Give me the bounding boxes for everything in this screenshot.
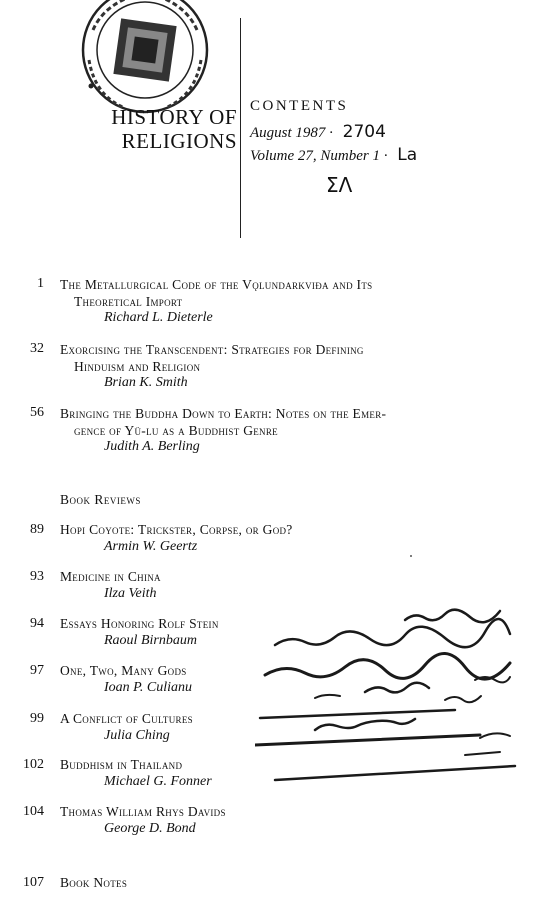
journal-title-line1: HISTORY OF: [111, 105, 237, 129]
review-author: Ilza Veith: [104, 586, 157, 601]
journal-title-line2: RELIGIONS: [121, 129, 237, 153]
review-author: George D. Bond: [104, 821, 196, 836]
review-title: A Conflict of Cultures: [60, 711, 193, 726]
handwritten-mark: La: [397, 145, 418, 165]
volume-issue-line: Volume 27, Number 1 · La: [250, 145, 418, 165]
article-title: [60, 405, 470, 439]
review-page-number: 104: [23, 804, 44, 819]
volume-issue: Volume 27, Number 1: [250, 148, 380, 164]
issue-date-line: August 1987 · 2704: [250, 122, 386, 142]
review-page-number: 99: [30, 711, 44, 726]
article-author: Judith A. Berling: [104, 439, 200, 454]
article-page-number: 32: [30, 341, 44, 356]
article-title-line2: gence of Yü-lu as a Buddhist Genre: [74, 423, 278, 438]
article-title-line2: Hinduism and Religion: [74, 359, 201, 374]
journal-title: [72, 105, 237, 153]
handwritten-code: ΣΛ: [326, 173, 353, 197]
review-author: Michael G. Fonner: [104, 774, 212, 789]
book-notes-page-number: 107: [23, 875, 44, 890]
article-author: Brian K. Smith: [104, 375, 188, 390]
review-page-number: 94: [30, 616, 44, 631]
review-title: One, Two, Many Gods: [60, 663, 187, 678]
article-title-line2: Theoretical Import: [74, 294, 183, 309]
library-seal-stamp: [55, 0, 235, 120]
article-page-number: 56: [30, 405, 44, 420]
review-author: Julia Ching: [104, 728, 170, 743]
article-title-line1: The Metallurgical Code of the Vǫlundarkviða and Its: [60, 277, 373, 292]
review-title: Medicine in China: [60, 569, 161, 584]
article-title-line1: Bringing the Buddha Down to Earth: Notes on the Emer-: [60, 406, 387, 421]
review-title: Hopi Coyote: Trickster, Corpse, or God?: [60, 522, 293, 537]
article-title: [60, 276, 470, 310]
article-author: Richard L. Dieterle: [104, 310, 213, 325]
review-title: Essays Honoring Rolf Stein: [60, 616, 219, 631]
handwritten-number: 2704: [342, 122, 386, 142]
review-title: Thomas William Rhys Davids: [60, 804, 226, 819]
review-author: Raoul Birnbaum: [104, 633, 197, 648]
review-page-number: 89: [30, 522, 44, 537]
review-author: Armin W. Geertz: [104, 539, 198, 554]
header-divider: [240, 18, 241, 238]
article-title-line1: Exorcising the Transcendent: Strategies for Defining: [60, 342, 364, 357]
speck-mark: [410, 555, 412, 557]
review-page-number: 102: [23, 757, 44, 772]
review-page-number: 93: [30, 569, 44, 584]
article-title: [60, 341, 470, 375]
book-reviews-heading: Book Reviews: [60, 492, 141, 507]
review-page-number: 97: [30, 663, 44, 678]
registration-stamp: [255, 570, 525, 785]
contents-label: CONTENTS: [250, 98, 349, 114]
review-title: Buddhism in Thailand: [60, 757, 183, 772]
issue-date: August 1987: [250, 125, 326, 141]
review-author: Ioan P. Culianu: [104, 680, 193, 695]
book-notes-title: Book Notes: [60, 875, 128, 890]
article-page-number: 1: [37, 276, 44, 291]
